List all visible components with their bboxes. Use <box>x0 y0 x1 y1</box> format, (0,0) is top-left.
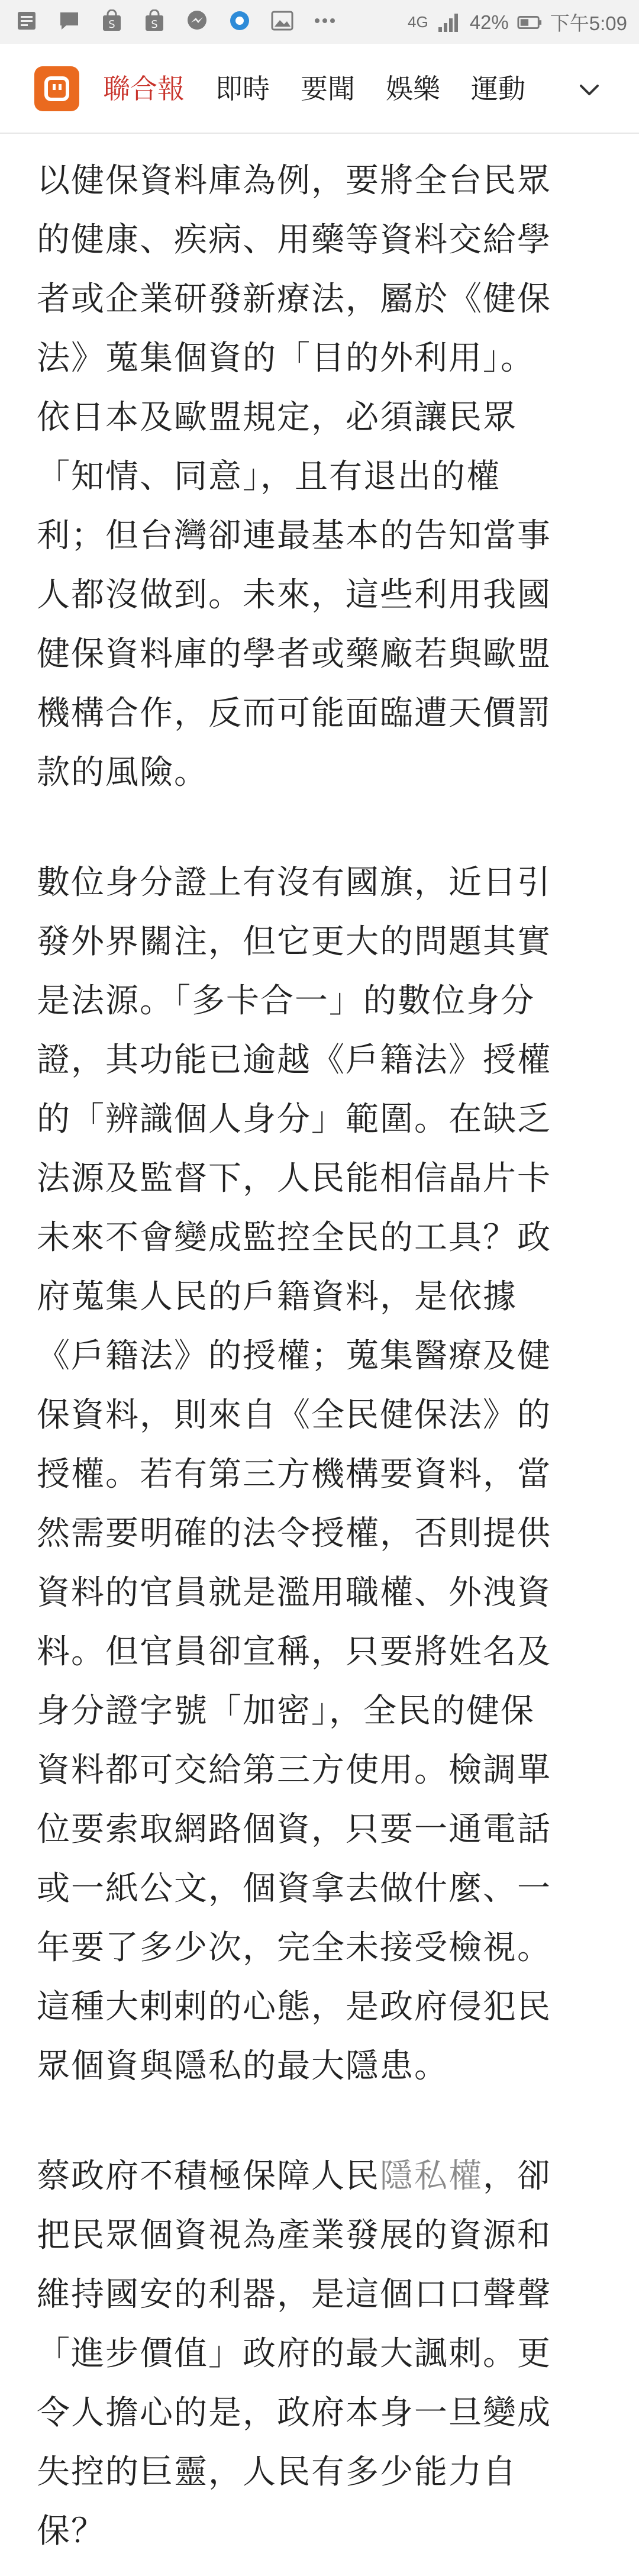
udn-logo-icon[interactable] <box>34 66 79 111</box>
privacy-link[interactable]: 隱私權 <box>380 2157 483 2195</box>
paragraph-text: ，卻 把民眾個資視為產業發展的資源和 維持國安的利器，是這個口口聲聲 「進步價值」政府的最大諷刺。更 令人擔心的是，政府本身一旦變成 失控的巨靈，人民有多少能力自 保？ <box>37 2157 551 2551</box>
nav-tabs <box>103 67 556 107</box>
status-bar-system <box>408 8 627 36</box>
network-type: 4G <box>408 13 428 31</box>
battery-icon <box>517 10 542 35</box>
tab-breaking[interactable]: 即時 <box>215 73 270 105</box>
shopping-bag-icon <box>142 8 167 33</box>
status-bar-notifications <box>14 8 337 33</box>
article-paragraph <box>37 2147 602 2561</box>
image-icon <box>270 8 295 33</box>
tab-headlines[interactable]: 要聞 <box>301 73 355 105</box>
shopping-bag-icon <box>99 8 124 33</box>
chevron-down-icon[interactable] <box>575 76 604 104</box>
brand-tab[interactable]: 聯合報 <box>103 73 185 105</box>
notes-icon <box>14 8 39 33</box>
svg-text:S: S <box>108 18 115 31</box>
svg-text:S: S <box>151 18 158 31</box>
tab-sports[interactable]: 運動 <box>471 73 525 105</box>
chat-icon <box>57 8 82 33</box>
article-paragraph: 數位身分證上有沒有國旗，近日引 發外界關注，但它更大的問題其實 是法源。「多卡合一」的數位身分 證，其功能已逾越《戶籍法》授權 的「辨識個人身分」範圍。在缺乏 法源及監督下，人民能相信晶片卡 未來不會變成監控全民的工具？政 府蒐集人民的戶籍資料，是依據 《戶籍法》的授權；蒐集醫療及健 保資料，則來自《全民健保法》的 授權。若有第三方機構要資料，當 然需要明確的法令授權，否則提供 資料的官員就是濫用職權、外洩資 料。但官員卻宣稱，只要將姓名及 身分證字號「加密」，全民的健保 資料都可交給第三方使用。檢調單 位要索取網路個資，只要一通電話 或一紙公文，個資拿去做什麼、一 年要了多少次，完全未接受檢視。 這種大剌剌的心態，是政府侵犯民 眾個資與隱私的最大隱患。 <box>37 863 551 2085</box>
messenger-icon <box>185 8 209 33</box>
tab-entertainment[interactable]: 娛樂 <box>386 73 440 105</box>
battery-percent: 42% <box>469 11 509 33</box>
more-dots-icon <box>312 8 337 33</box>
blue-circle-icon <box>227 8 252 33</box>
article-body <box>37 133 602 2561</box>
paragraph-text: 蔡政府不積極保障人民 <box>37 2157 380 2195</box>
clock: 下午5:09 <box>550 12 627 34</box>
article-paragraph: 以健保資料庫為例，要將全台民眾 的健康、疾病、用藥等資料交給學 者或企業研發新療法，屬於《健保 法》蒐集個資的「目的外利用」。 依日本及歐盟規定，必須讓民眾 「知情、同意」，且有退出的權 利；但台灣卻連最基本的告知當事 人都沒做到。未來，這些利用我國 健保資料庫的學者或藥廠若與歐盟 機構合作，反而可能面臨遭天價罰 款的風險。 <box>37 162 551 792</box>
top-navigation <box>0 44 639 134</box>
status-bar <box>0 0 639 44</box>
signal-icon <box>437 10 462 35</box>
